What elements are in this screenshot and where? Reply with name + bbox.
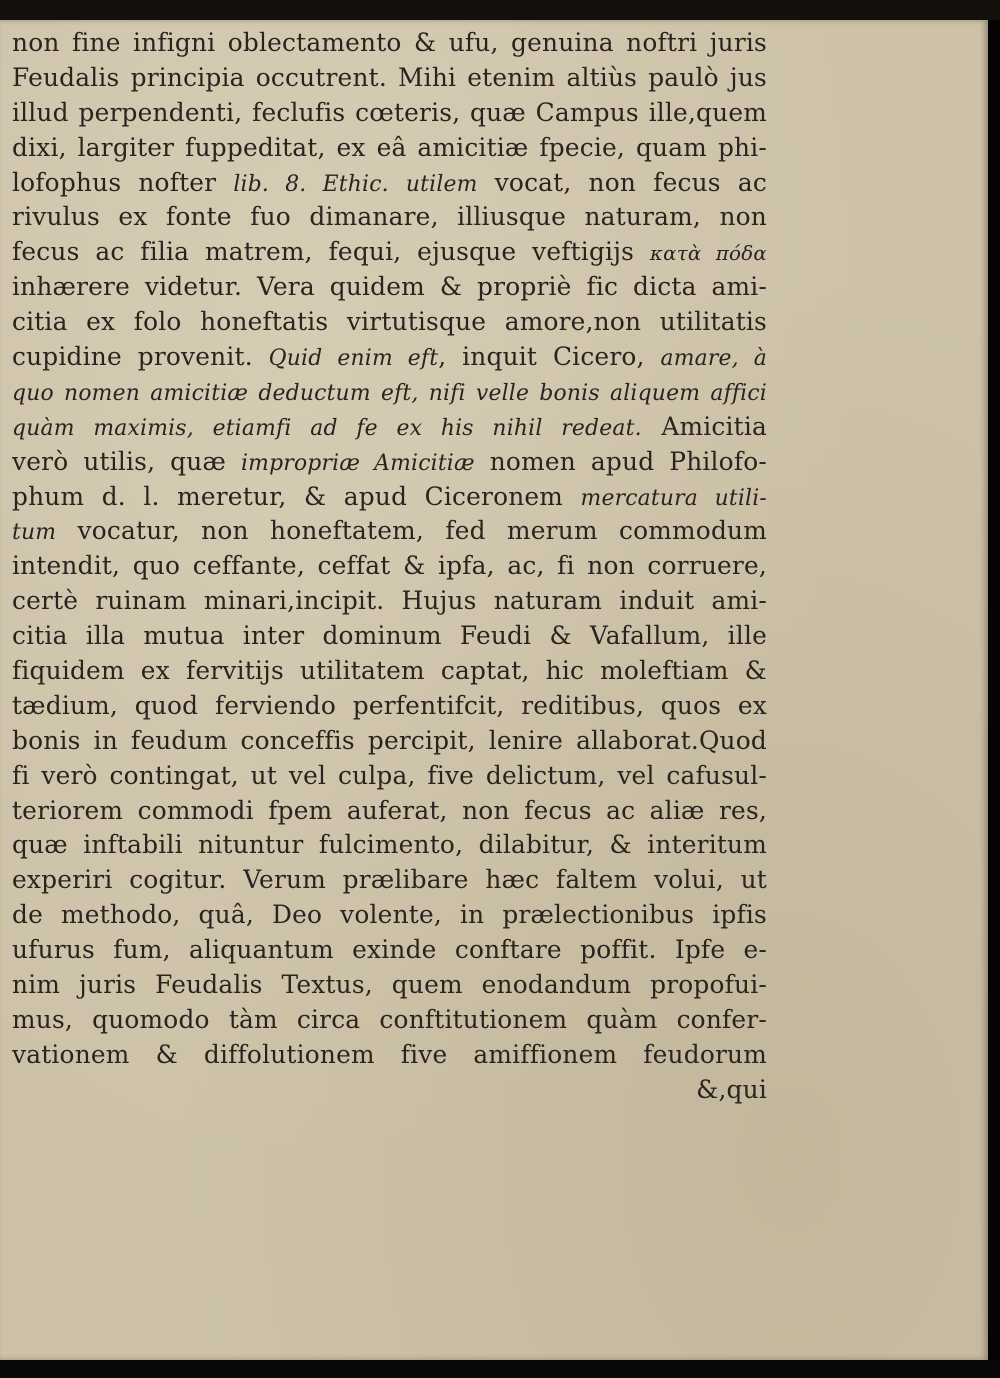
- text-run: vocatur, non honeftatem, fed merum commodum: [56, 516, 767, 546]
- text-line: [12, 61, 767, 96]
- text-line: [12, 270, 767, 305]
- text-run: quæ inftabili nituntur fulcimento, dilabitur, & interitum: [12, 830, 767, 860]
- text-line: [12, 549, 767, 584]
- text-line: [12, 968, 767, 1003]
- text-line: [12, 1038, 767, 1073]
- text-line: [12, 898, 767, 933]
- italic-text: mercatura utili-: [580, 485, 767, 511]
- text-run: inhærere videtur. Vera quidem & propriè fic dicta ami-: [12, 272, 767, 302]
- scan-right-border: [988, 20, 1000, 1378]
- text-line: [12, 375, 767, 410]
- text-line: [12, 166, 767, 201]
- text-line: [12, 654, 767, 689]
- text-line: [12, 1003, 767, 1038]
- text-run: certè ruinam minari,incipit. Hujus naturam induit ami-: [12, 586, 767, 616]
- text-line: [12, 828, 767, 863]
- text-line: [12, 619, 767, 654]
- text-line: [12, 863, 767, 898]
- text-run: fiquidem ex fervitijs utilitatem captat, hic moleftiam &: [12, 656, 767, 686]
- text-line: [12, 340, 767, 375]
- text-run: phum d. l. meretur, & apud Ciceronem: [12, 481, 581, 511]
- text-line: [12, 514, 767, 549]
- text-line: [12, 235, 767, 270]
- text-line: [12, 724, 767, 759]
- italic-text: quàm maximis, etiamfi ad fe ex his nihil redeat.: [12, 415, 642, 441]
- text-line: [12, 689, 767, 724]
- text-line: [12, 26, 767, 61]
- scan-top-border: [0, 0, 1000, 22]
- text-run: cupidine provenit.: [12, 342, 269, 372]
- italic-text: utilem: [405, 171, 478, 197]
- text-run: de methodo, quâ, Deo volente, in prælectionibus ipfis: [12, 900, 767, 930]
- text-run: ufurus fum, aliquantum exinde conftare poffit. Ipfe e-: [12, 935, 767, 965]
- text-run: intendit, quo ceffante, ceffat & ipfa, ac, fi non corruere,: [12, 551, 767, 581]
- text-run: fi verò contingat, ut vel culpa, five delictum, vel cafusul-: [12, 760, 767, 790]
- text-line: [12, 759, 767, 794]
- italic-text: Quid enim eft: [268, 346, 439, 372]
- text-line: [12, 480, 767, 515]
- text-run: non fine infigni oblectamento & ufu, genuina noftri juris: [12, 28, 767, 57]
- italic-text: amare, à: [660, 346, 767, 372]
- scan-bottom-border: [0, 1360, 1000, 1378]
- text-run: tædium, quod ferviendo perfentifcit, reditibus, quos ex: [12, 690, 767, 720]
- text-run: vationem & diffolutionem five amiffionem feudorum: [12, 1039, 767, 1069]
- text-line: [12, 445, 767, 480]
- italic-text: quo nomen amicitiæ deductum eft, nifi velle bonis aliquem affici: [12, 380, 767, 406]
- body-text: [12, 26, 772, 1108]
- text-run: citia ex folo honeftatis virtutisque amore,non utilitatis: [12, 307, 767, 337]
- text-run: Feudalis principia occutrent. Mihi etenim altiùs paulò jus: [12, 62, 767, 92]
- text-run: mus, quomodo tàm circa conftitutionem quàm confer-: [12, 1004, 767, 1034]
- text-run: dixi, largiter fuppeditat, ex eâ amicitiæ fpecie, quam phi-: [12, 132, 767, 162]
- text-line: [12, 584, 767, 619]
- text-run: nim juris Feudalis Textus, quem enodandum propofui-: [12, 970, 767, 1000]
- text-run: citia illa mutua inter dominum Feudi & Vafallum, ille: [12, 621, 767, 651]
- greek-text: κατὰ πόδα: [649, 241, 767, 266]
- text-run: Amicitia: [641, 411, 767, 441]
- text-run: vocat, non fecus ac: [477, 167, 767, 197]
- catchword: &,qui: [696, 1074, 767, 1104]
- text-run: nomen apud Philofo-: [474, 446, 767, 476]
- text-line: [12, 96, 767, 131]
- text-run: illud perpendenti, feclufis cœteris, quæ Campus ille,quem: [12, 97, 767, 127]
- text-run: rivulus ex fonte fuo dimanare, illiusque naturam, non: [12, 202, 767, 232]
- italic-text: tum: [12, 520, 57, 546]
- italic-text: impropriæ Amicitiæ: [240, 450, 475, 476]
- text-line: [12, 410, 767, 445]
- text-run: verò utilis, quæ: [12, 446, 241, 476]
- text-line: [12, 131, 767, 166]
- text-run: [389, 168, 406, 197]
- text-line: [12, 794, 767, 829]
- text-line: [12, 200, 767, 235]
- text-run: experiri cogitur. Verum prælibare hæc faltem volui, ut: [12, 865, 767, 895]
- italic-text: lib. 8. Ethic.: [233, 171, 389, 197]
- text-run: teriorem commodi fpem auferat, non fecus ac aliæ res,: [12, 795, 767, 825]
- text-run: , inquit Cicero,: [438, 342, 661, 372]
- text-run: lofophus nofter: [12, 167, 234, 197]
- text-run: bonis in feudum conceffis percipit, lenire allaborat.Quod: [12, 725, 767, 755]
- text-line: [12, 933, 767, 968]
- text-line: [12, 305, 767, 340]
- text-run: fecus ac filia matrem, fequi, ejusque veftigijs: [12, 237, 650, 267]
